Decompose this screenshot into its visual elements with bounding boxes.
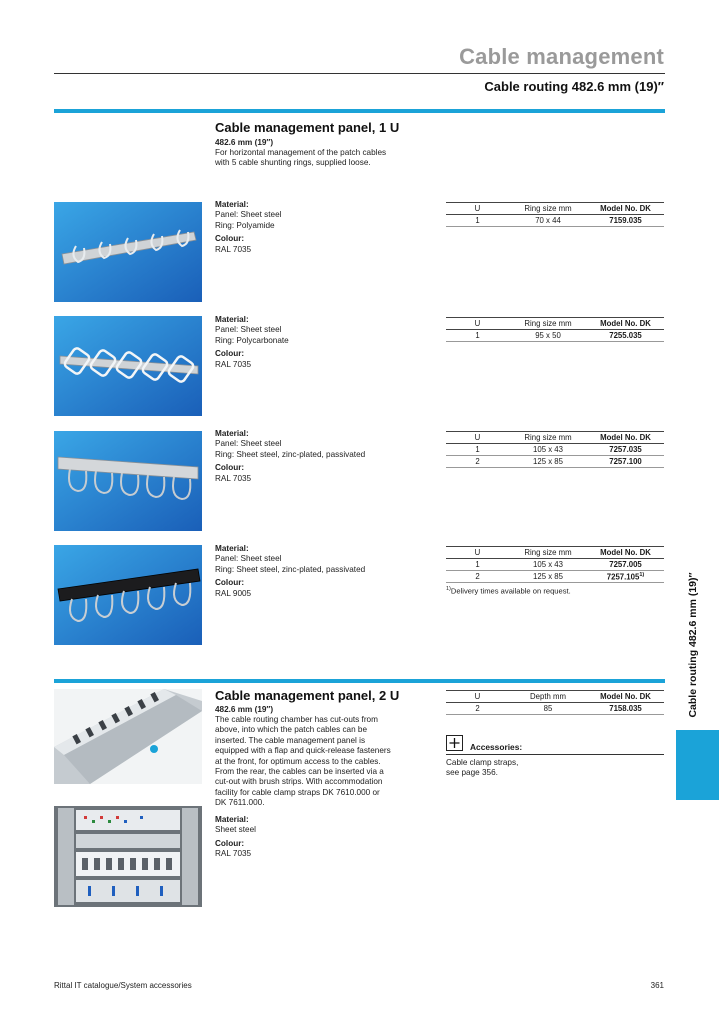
- page-subtitle: Cable routing 482.6 mm (19)″: [484, 79, 664, 94]
- section1-size: 482.6 mm (19″): [215, 138, 274, 147]
- section1-description: For horizontal management of the patch cables with 5 cable shunting rings, supplied loose.: [215, 148, 387, 168]
- product1-table: [446, 202, 664, 227]
- product4-table: [446, 546, 664, 583]
- accessories-text: Cable clamp straps, see page 356.: [446, 758, 519, 778]
- table-row: 1 70 x 44 7159.035: [446, 215, 664, 227]
- table-header-row: U Ring size mm Model No. DK: [446, 203, 664, 215]
- header-divider: [54, 73, 665, 74]
- table-header-row: U Ring size mm Model No. DK: [446, 318, 664, 330]
- product-photo-7158: [54, 689, 202, 784]
- section-divider-1: [54, 109, 665, 113]
- product1-specs: Material: Panel: Sheet steel Ring: Polyamide Colour: RAL 7035: [215, 200, 282, 254]
- footnote-marker: 1): [639, 571, 645, 578]
- side-tab-label: Cable routing 482.6 mm (19)″: [687, 572, 699, 718]
- accessories-divider: [446, 754, 664, 755]
- product-photo-7255: [54, 316, 202, 416]
- table-row: 1 95 x 50 7255.035: [446, 330, 664, 342]
- product3-specs: Material: Panel: Sheet steel Ring: Sheet steel, zinc-plated, passivated Colour: RAL 7035: [215, 429, 366, 483]
- product4-specs: Material: Panel: Sheet steel Ring: Sheet steel, zinc-plated, passivated Colour: RAL 9005: [215, 544, 366, 598]
- section2-title: Cable management panel, 2 U: [215, 688, 400, 703]
- footer-catalogue: Rittal IT catalogue/System accessories: [54, 981, 192, 990]
- section2-specs: Material: Sheet steel Colour: RAL 7035: [215, 815, 256, 859]
- plus-box-icon: [446, 735, 463, 751]
- section1-title: Cable management panel, 1 U: [215, 120, 400, 135]
- product-photo-7159: [54, 202, 202, 302]
- rack-installation-photo: [54, 806, 202, 907]
- table-header-row: U Depth mm Model No. DK: [446, 691, 664, 703]
- table-row: 1 105 x 43 7257.005: [446, 559, 664, 571]
- table-header-row: U Ring size mm Model No. DK: [446, 547, 664, 559]
- product-photo-7257-035: [54, 431, 202, 531]
- accessories-label: Accessories:: [470, 742, 523, 752]
- section2-size: 482.6 mm (19″): [215, 705, 274, 714]
- page-title: Cable management: [459, 44, 664, 69]
- table-header-row: U Ring size mm Model No. DK: [446, 432, 664, 444]
- section2-description: The cable routing chamber has cut-outs from above, into which the patch cables can be inserted. The cable management panel is equipped with a flap and quick-release fasteners at the front, for optimum access to the cables. From the rear, the cables can be inserted via a cut-out with brush strips. With accommodation facility for cable clamp straps DK 7610.000 or DK 7611.000.: [215, 715, 391, 808]
- product3-table: [446, 431, 664, 468]
- product2-specs: Material: Panel: Sheet steel Ring: Polycarbonate Colour: RAL 7035: [215, 315, 289, 369]
- section-divider-2: [54, 679, 665, 683]
- footnote: $^{1)}$Delivery times available on request.: [446, 586, 571, 596]
- table-row: 2 85 7158.035: [446, 703, 664, 715]
- section2-table: [446, 690, 664, 715]
- page-number: 361: [650, 981, 664, 990]
- product2-table: [446, 317, 664, 342]
- table-row: 2 125 x 85 7257.105$^{1)}$: [446, 571, 664, 583]
- table-row: 2 125 x 85 7257.100: [446, 456, 664, 468]
- side-tab-marker: [676, 730, 719, 800]
- table-row: 1 105 x 43 7257.035: [446, 444, 664, 456]
- product-photo-7257-005: [54, 545, 202, 645]
